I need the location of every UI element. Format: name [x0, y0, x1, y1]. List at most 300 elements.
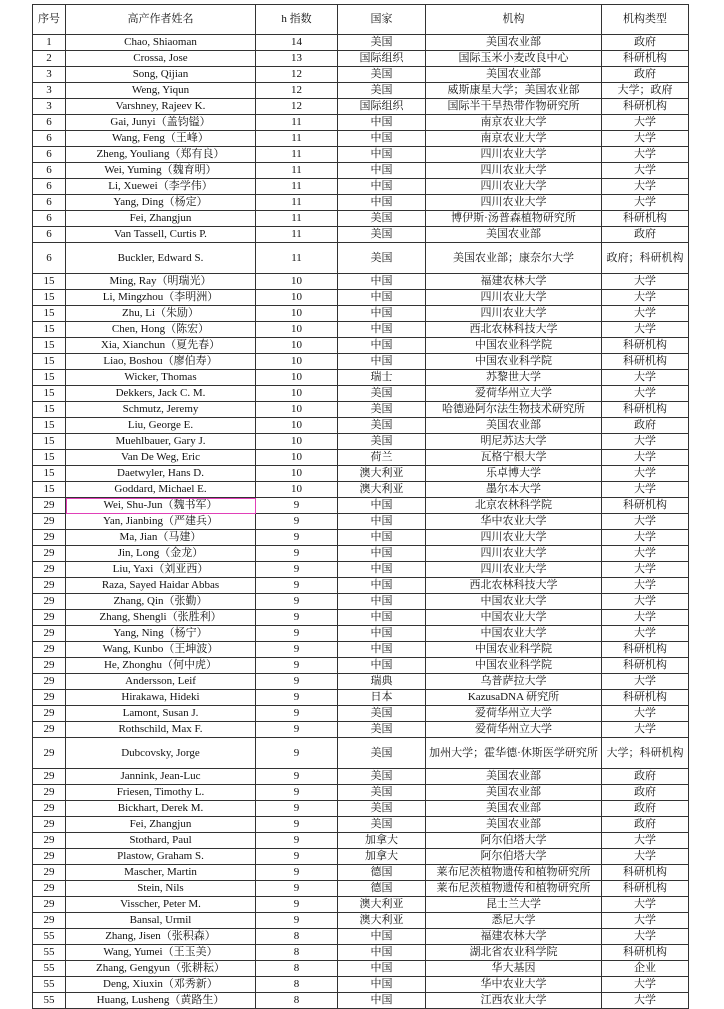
cell-author-name: Daetwyler, Hans D. [66, 466, 256, 482]
cell-rank: 15 [33, 434, 66, 450]
cell-institution: 西北农林科技大学 [426, 322, 602, 338]
cell-institution: 华中农业大学 [426, 514, 602, 530]
cell-rank: 15 [33, 482, 66, 498]
cell-institution-type: 大学 [602, 386, 689, 402]
cell-author-name: Yan, Jianbing（严建兵） [66, 514, 256, 530]
cell-author-name: Fei, Zhangjun [66, 211, 256, 227]
cell-author-name: Bansal, Urmil [66, 913, 256, 929]
cell-institution-type: 大学 [602, 594, 689, 610]
cell-rank: 29 [33, 578, 66, 594]
table-row [33, 642, 689, 658]
table-row [33, 227, 689, 243]
cell-rank: 15 [33, 370, 66, 386]
cell-institution-type: 大学 [602, 322, 689, 338]
cell-rank: 15 [33, 322, 66, 338]
cell-rank: 1 [33, 35, 66, 51]
cell-author-name: Jannink, Jean-Luc [66, 769, 256, 785]
cell-country: 加拿大 [338, 849, 426, 865]
cell-h-index: 9 [256, 817, 338, 833]
table-row [33, 913, 689, 929]
table-body [33, 35, 689, 1009]
cell-rank: 3 [33, 99, 66, 115]
cell-institution-type: 大学 [602, 306, 689, 322]
cell-institution-type: 政府 [602, 769, 689, 785]
cell-author-name: Lamont, Susan J. [66, 706, 256, 722]
cell-h-index: 9 [256, 642, 338, 658]
table-row [33, 722, 689, 738]
cell-h-index: 11 [256, 163, 338, 179]
cell-institution: 墨尔本大学 [426, 482, 602, 498]
table-row [33, 147, 689, 163]
cell-country: 美国 [338, 817, 426, 833]
cell-h-index: 8 [256, 945, 338, 961]
cell-author-name: Liu, George E. [66, 418, 256, 434]
cell-institution: 四川农业大学 [426, 179, 602, 195]
cell-institution: 西北农林科技大学 [426, 578, 602, 594]
cell-author-name: Chen, Hong（陈宏） [66, 322, 256, 338]
cell-h-index: 9 [256, 738, 338, 769]
cell-institution-type: 大学 [602, 434, 689, 450]
cell-institution: 美国农业部 [426, 817, 602, 833]
cell-country: 中国 [338, 546, 426, 562]
cell-institution: 爱荷华州立大学 [426, 386, 602, 402]
cell-author-name: Rothschild, Max F. [66, 722, 256, 738]
cell-institution-type: 大学 [602, 370, 689, 386]
cell-institution-type: 科研机构 [602, 354, 689, 370]
cell-country: 美国 [338, 243, 426, 274]
table-row [33, 115, 689, 131]
cell-country: 美国 [338, 67, 426, 83]
cell-country: 中国 [338, 993, 426, 1009]
cell-country: 国际组织 [338, 51, 426, 67]
cell-institution-type: 大学 [602, 913, 689, 929]
cell-country: 中国 [338, 514, 426, 530]
cell-country: 德国 [338, 865, 426, 881]
cell-institution-type: 政府 [602, 227, 689, 243]
cell-country: 美国 [338, 418, 426, 434]
cell-author-name: Liu, Yaxi（刘亚西） [66, 562, 256, 578]
cell-author-name: Visscher, Peter M. [66, 897, 256, 913]
cell-institution: 江西农业大学 [426, 993, 602, 1009]
cell-h-index: 9 [256, 833, 338, 849]
cell-institution-type: 大学 [602, 115, 689, 131]
table-row [33, 514, 689, 530]
cell-rank: 29 [33, 706, 66, 722]
cell-institution: 中国农业科学院 [426, 354, 602, 370]
cell-rank: 55 [33, 977, 66, 993]
cell-rank: 29 [33, 546, 66, 562]
cell-h-index: 9 [256, 530, 338, 546]
cell-country: 中国 [338, 610, 426, 626]
table-row [33, 594, 689, 610]
table-row [33, 274, 689, 290]
cell-institution-type: 政府 [602, 418, 689, 434]
cell-institution-type: 大学 [602, 179, 689, 195]
cell-institution: 阿尔伯塔大学 [426, 833, 602, 849]
cell-h-index: 10 [256, 386, 338, 402]
header-row [33, 5, 689, 35]
cell-rank: 29 [33, 722, 66, 738]
cell-institution-type: 大学 [602, 993, 689, 1009]
cell-institution: 美国农业部 [426, 227, 602, 243]
table-row [33, 993, 689, 1009]
cell-author-name: Bickhart, Derek M. [66, 801, 256, 817]
cell-author-name: Hirakawa, Hideki [66, 690, 256, 706]
cell-rank: 6 [33, 211, 66, 227]
cell-h-index: 9 [256, 578, 338, 594]
cell-institution: 悉尼大学 [426, 913, 602, 929]
cell-institution: 乐卓博大学 [426, 466, 602, 482]
cell-rank: 6 [33, 195, 66, 211]
cell-country: 澳大利亚 [338, 466, 426, 482]
author-table [32, 4, 689, 1009]
cell-institution: 四川农业大学 [426, 546, 602, 562]
cell-institution: 美国农业部 [426, 785, 602, 801]
cell-h-index: 9 [256, 769, 338, 785]
cell-country: 瑞典 [338, 674, 426, 690]
cell-institution-type: 大学 [602, 977, 689, 993]
cell-institution: 中国农业大学 [426, 610, 602, 626]
cell-rank: 29 [33, 562, 66, 578]
cell-institution: 苏黎世大学 [426, 370, 602, 386]
cell-author-name: Schmutz, Jeremy [66, 402, 256, 418]
cell-h-index: 9 [256, 546, 338, 562]
cell-institution: 昆士兰大学 [426, 897, 602, 913]
cell-rank: 15 [33, 466, 66, 482]
cell-h-index: 9 [256, 897, 338, 913]
table-row [33, 674, 689, 690]
cell-rank: 15 [33, 402, 66, 418]
cell-institution-type: 大学 [602, 466, 689, 482]
table-row [33, 961, 689, 977]
cell-institution-type: 政府；科研机构 [602, 243, 689, 274]
cell-h-index: 10 [256, 290, 338, 306]
cell-h-index: 10 [256, 450, 338, 466]
cell-h-index: 10 [256, 418, 338, 434]
cell-rank: 15 [33, 306, 66, 322]
cell-country: 美国 [338, 785, 426, 801]
cell-author-name: Song, Qijian [66, 67, 256, 83]
cell-rank: 29 [33, 769, 66, 785]
cell-rank: 29 [33, 610, 66, 626]
cell-author-name: Mascher, Martin [66, 865, 256, 881]
cell-institution-type: 大学 [602, 290, 689, 306]
cell-h-index: 9 [256, 562, 338, 578]
cell-rank: 29 [33, 801, 66, 817]
cell-institution-type: 企业 [602, 961, 689, 977]
cell-h-index: 11 [256, 243, 338, 274]
cell-institution-type: 科研机构 [602, 498, 689, 514]
cell-country: 美国 [338, 35, 426, 51]
cell-h-index: 9 [256, 849, 338, 865]
cell-h-index: 11 [256, 147, 338, 163]
cell-institution: 四川农业大学 [426, 562, 602, 578]
cell-h-index: 9 [256, 690, 338, 706]
cell-country: 荷兰 [338, 450, 426, 466]
cell-author-name: Chao, Shiaoman [66, 35, 256, 51]
cell-author-name: Plastow, Graham S. [66, 849, 256, 865]
cell-institution: 中国农业科学院 [426, 642, 602, 658]
cell-country: 中国 [338, 977, 426, 993]
cell-rank: 6 [33, 131, 66, 147]
cell-author-name: Gai, Junyi（盖钧镒） [66, 115, 256, 131]
cell-institution: 美国农业部 [426, 35, 602, 51]
cell-institution: 中国农业科学院 [426, 338, 602, 354]
cell-author-name: Ma, Jian（马建） [66, 530, 256, 546]
cell-h-index: 10 [256, 306, 338, 322]
cell-author-name: Li, Xuewei（李学伟） [66, 179, 256, 195]
table-row [33, 322, 689, 338]
cell-h-index: 9 [256, 674, 338, 690]
cell-institution-type: 大学 [602, 530, 689, 546]
table-row [33, 690, 689, 706]
cell-country: 中国 [338, 945, 426, 961]
cell-country: 中国 [338, 338, 426, 354]
cell-institution-type: 大学 [602, 131, 689, 147]
cell-h-index: 8 [256, 929, 338, 945]
cell-institution: 华大基因 [426, 961, 602, 977]
cell-institution: 南京农业大学 [426, 131, 602, 147]
table-row [33, 626, 689, 642]
cell-author-name: Van Tassell, Curtis P. [66, 227, 256, 243]
col-header-institution-type: 机构类型 [602, 5, 689, 35]
cell-institution: 莱布尼茨植物遗传和植物研究所 [426, 881, 602, 897]
cell-h-index: 8 [256, 977, 338, 993]
cell-institution: 四川农业大学 [426, 290, 602, 306]
cell-rank: 29 [33, 865, 66, 881]
cell-institution: 华中农业大学 [426, 977, 602, 993]
table-row [33, 306, 689, 322]
cell-author-name: Varshney, Rajeev K. [66, 99, 256, 115]
cell-rank: 29 [33, 785, 66, 801]
cell-h-index: 12 [256, 83, 338, 99]
cell-institution: 美国农业部 [426, 418, 602, 434]
table-row [33, 338, 689, 354]
cell-author-name: Wicker, Thomas [66, 370, 256, 386]
table-row [33, 402, 689, 418]
cell-h-index: 10 [256, 322, 338, 338]
cell-institution-type: 科研机构 [602, 658, 689, 674]
cell-institution: 美国农业部；康奈尔大学 [426, 243, 602, 274]
cell-country: 中国 [338, 147, 426, 163]
cell-institution-type: 大学 [602, 514, 689, 530]
cell-institution-type: 大学；政府 [602, 83, 689, 99]
cell-country: 中国 [338, 179, 426, 195]
cell-institution: 四川农业大学 [426, 530, 602, 546]
cell-author-name: Zhang, Jisen（张积森） [66, 929, 256, 945]
cell-h-index: 8 [256, 993, 338, 1009]
cell-rank: 6 [33, 163, 66, 179]
table-row [33, 610, 689, 626]
cell-h-index: 9 [256, 498, 338, 514]
cell-institution: 威斯康星大学；美国农业部 [426, 83, 602, 99]
cell-country: 美国 [338, 386, 426, 402]
cell-author-name: Friesen, Timothy L. [66, 785, 256, 801]
cell-h-index: 10 [256, 354, 338, 370]
cell-h-index: 13 [256, 51, 338, 67]
cell-author-name: Dekkers, Jack C. M. [66, 386, 256, 402]
cell-country: 中国 [338, 115, 426, 131]
cell-rank: 55 [33, 945, 66, 961]
cell-country: 中国 [338, 642, 426, 658]
cell-institution-type: 科研机构 [602, 99, 689, 115]
cell-author-name: Jin, Long（金龙） [66, 546, 256, 562]
cell-country: 中国 [338, 322, 426, 338]
table-row [33, 738, 689, 769]
cell-author-name: Wei, Yuming（魏育明） [66, 163, 256, 179]
cell-rank: 29 [33, 881, 66, 897]
col-header-institution: 机构 [426, 5, 602, 35]
cell-institution: 哈德逊阿尔法生物技术研究所 [426, 402, 602, 418]
cell-country: 德国 [338, 881, 426, 897]
cell-rank: 29 [33, 738, 66, 769]
cell-institution-type: 大学 [602, 546, 689, 562]
table-row [33, 434, 689, 450]
table-row [33, 67, 689, 83]
cell-country: 美国 [338, 706, 426, 722]
cell-country: 美国 [338, 738, 426, 769]
cell-h-index: 11 [256, 227, 338, 243]
cell-country: 中国 [338, 498, 426, 514]
table-row [33, 466, 689, 482]
cell-country: 中国 [338, 929, 426, 945]
cell-rank: 29 [33, 530, 66, 546]
cell-institution-type: 政府 [602, 35, 689, 51]
cell-rank: 29 [33, 674, 66, 690]
cell-institution-type: 大学 [602, 626, 689, 642]
cell-author-name: Zhang, Qin（张勤） [66, 594, 256, 610]
cell-rank: 29 [33, 690, 66, 706]
cell-h-index: 9 [256, 913, 338, 929]
table-row [33, 450, 689, 466]
table-row [33, 546, 689, 562]
cell-institution: 莱布尼茨植物遗传和植物研究所 [426, 865, 602, 881]
cell-rank: 6 [33, 115, 66, 131]
cell-country: 中国 [338, 594, 426, 610]
cell-author-name: Wang, Kunbo（王坤波） [66, 642, 256, 658]
cell-h-index: 9 [256, 801, 338, 817]
cell-rank: 29 [33, 498, 66, 514]
cell-institution-type: 大学；科研机构 [602, 738, 689, 769]
cell-rank: 29 [33, 913, 66, 929]
cell-author-name: Muehlbauer, Gary J. [66, 434, 256, 450]
cell-h-index: 9 [256, 514, 338, 530]
cell-institution: 明尼苏达大学 [426, 434, 602, 450]
cell-institution-type: 政府 [602, 801, 689, 817]
cell-country: 日本 [338, 690, 426, 706]
cell-rank: 29 [33, 594, 66, 610]
cell-author-name: Goddard, Michael E. [66, 482, 256, 498]
cell-institution: KazusaDNA 研究所 [426, 690, 602, 706]
cell-author-name: Yang, Ning（杨宁） [66, 626, 256, 642]
cell-institution-type: 大学 [602, 562, 689, 578]
cell-institution-type: 科研机构 [602, 881, 689, 897]
table-row [33, 370, 689, 386]
cell-country: 美国 [338, 402, 426, 418]
cell-institution: 加州大学；霍华德·休斯医学研究所 [426, 738, 602, 769]
cell-country: 中国 [338, 626, 426, 642]
table-row [33, 929, 689, 945]
cell-author-name: Yang, Ding（杨定） [66, 195, 256, 211]
cell-rank: 15 [33, 274, 66, 290]
cell-author-name: Crossa, Jose [66, 51, 256, 67]
cell-institution: 乌普萨拉大学 [426, 674, 602, 690]
cell-h-index: 9 [256, 610, 338, 626]
cell-institution-type: 科研机构 [602, 945, 689, 961]
cell-rank: 15 [33, 338, 66, 354]
cell-country: 中国 [338, 578, 426, 594]
cell-institution-type: 大学 [602, 274, 689, 290]
cell-institution: 中国农业科学院 [426, 658, 602, 674]
cell-rank: 3 [33, 83, 66, 99]
cell-rank: 29 [33, 817, 66, 833]
cell-institution: 中国农业大学 [426, 594, 602, 610]
table-row [33, 354, 689, 370]
cell-institution-type: 大学 [602, 578, 689, 594]
cell-author-name: Dubcovsky, Jorge [66, 738, 256, 769]
cell-institution-type: 科研机构 [602, 51, 689, 67]
table-row [33, 817, 689, 833]
cell-rank: 15 [33, 290, 66, 306]
cell-country: 中国 [338, 961, 426, 977]
cell-country: 中国 [338, 306, 426, 322]
cell-institution-type: 大学 [602, 147, 689, 163]
table-row [33, 865, 689, 881]
cell-h-index: 9 [256, 626, 338, 642]
cell-author-name: Weng, Yiqun [66, 83, 256, 99]
cell-institution: 美国农业部 [426, 67, 602, 83]
cell-country: 中国 [338, 562, 426, 578]
cell-institution: 湖北省农业科学院 [426, 945, 602, 961]
table-row [33, 163, 689, 179]
cell-h-index: 10 [256, 338, 338, 354]
cell-author-name: Andersson, Leif [66, 674, 256, 690]
table-row [33, 131, 689, 147]
cell-author-name: Buckler, Edward S. [66, 243, 256, 274]
table-row [33, 418, 689, 434]
cell-institution: 爱荷华州立大学 [426, 706, 602, 722]
cell-author-name: Fei, Zhangjun [66, 817, 256, 833]
cell-h-index: 10 [256, 402, 338, 418]
cell-country: 澳大利亚 [338, 897, 426, 913]
table-row [33, 386, 689, 402]
cell-institution: 美国农业部 [426, 769, 602, 785]
table-row [33, 83, 689, 99]
cell-country: 中国 [338, 195, 426, 211]
cell-h-index: 10 [256, 274, 338, 290]
cell-author-name: Wang, Feng（王峰） [66, 131, 256, 147]
cell-rank: 55 [33, 961, 66, 977]
col-header-author-name: 高产作者姓名 [66, 5, 256, 35]
cell-h-index: 11 [256, 131, 338, 147]
cell-country: 美国 [338, 83, 426, 99]
table-row [33, 195, 689, 211]
table-row [33, 530, 689, 546]
cell-country: 瑞士 [338, 370, 426, 386]
cell-institution-type: 大学 [602, 833, 689, 849]
table-row [33, 35, 689, 51]
cell-country: 美国 [338, 801, 426, 817]
cell-rank: 15 [33, 450, 66, 466]
cell-h-index: 12 [256, 99, 338, 115]
cell-institution: 四川农业大学 [426, 147, 602, 163]
cell-institution-type: 科研机构 [602, 690, 689, 706]
cell-institution: 南京农业大学 [426, 115, 602, 131]
cell-h-index: 12 [256, 67, 338, 83]
table-row [33, 290, 689, 306]
cell-institution: 瓦格宁根大学 [426, 450, 602, 466]
cell-h-index: 11 [256, 115, 338, 131]
